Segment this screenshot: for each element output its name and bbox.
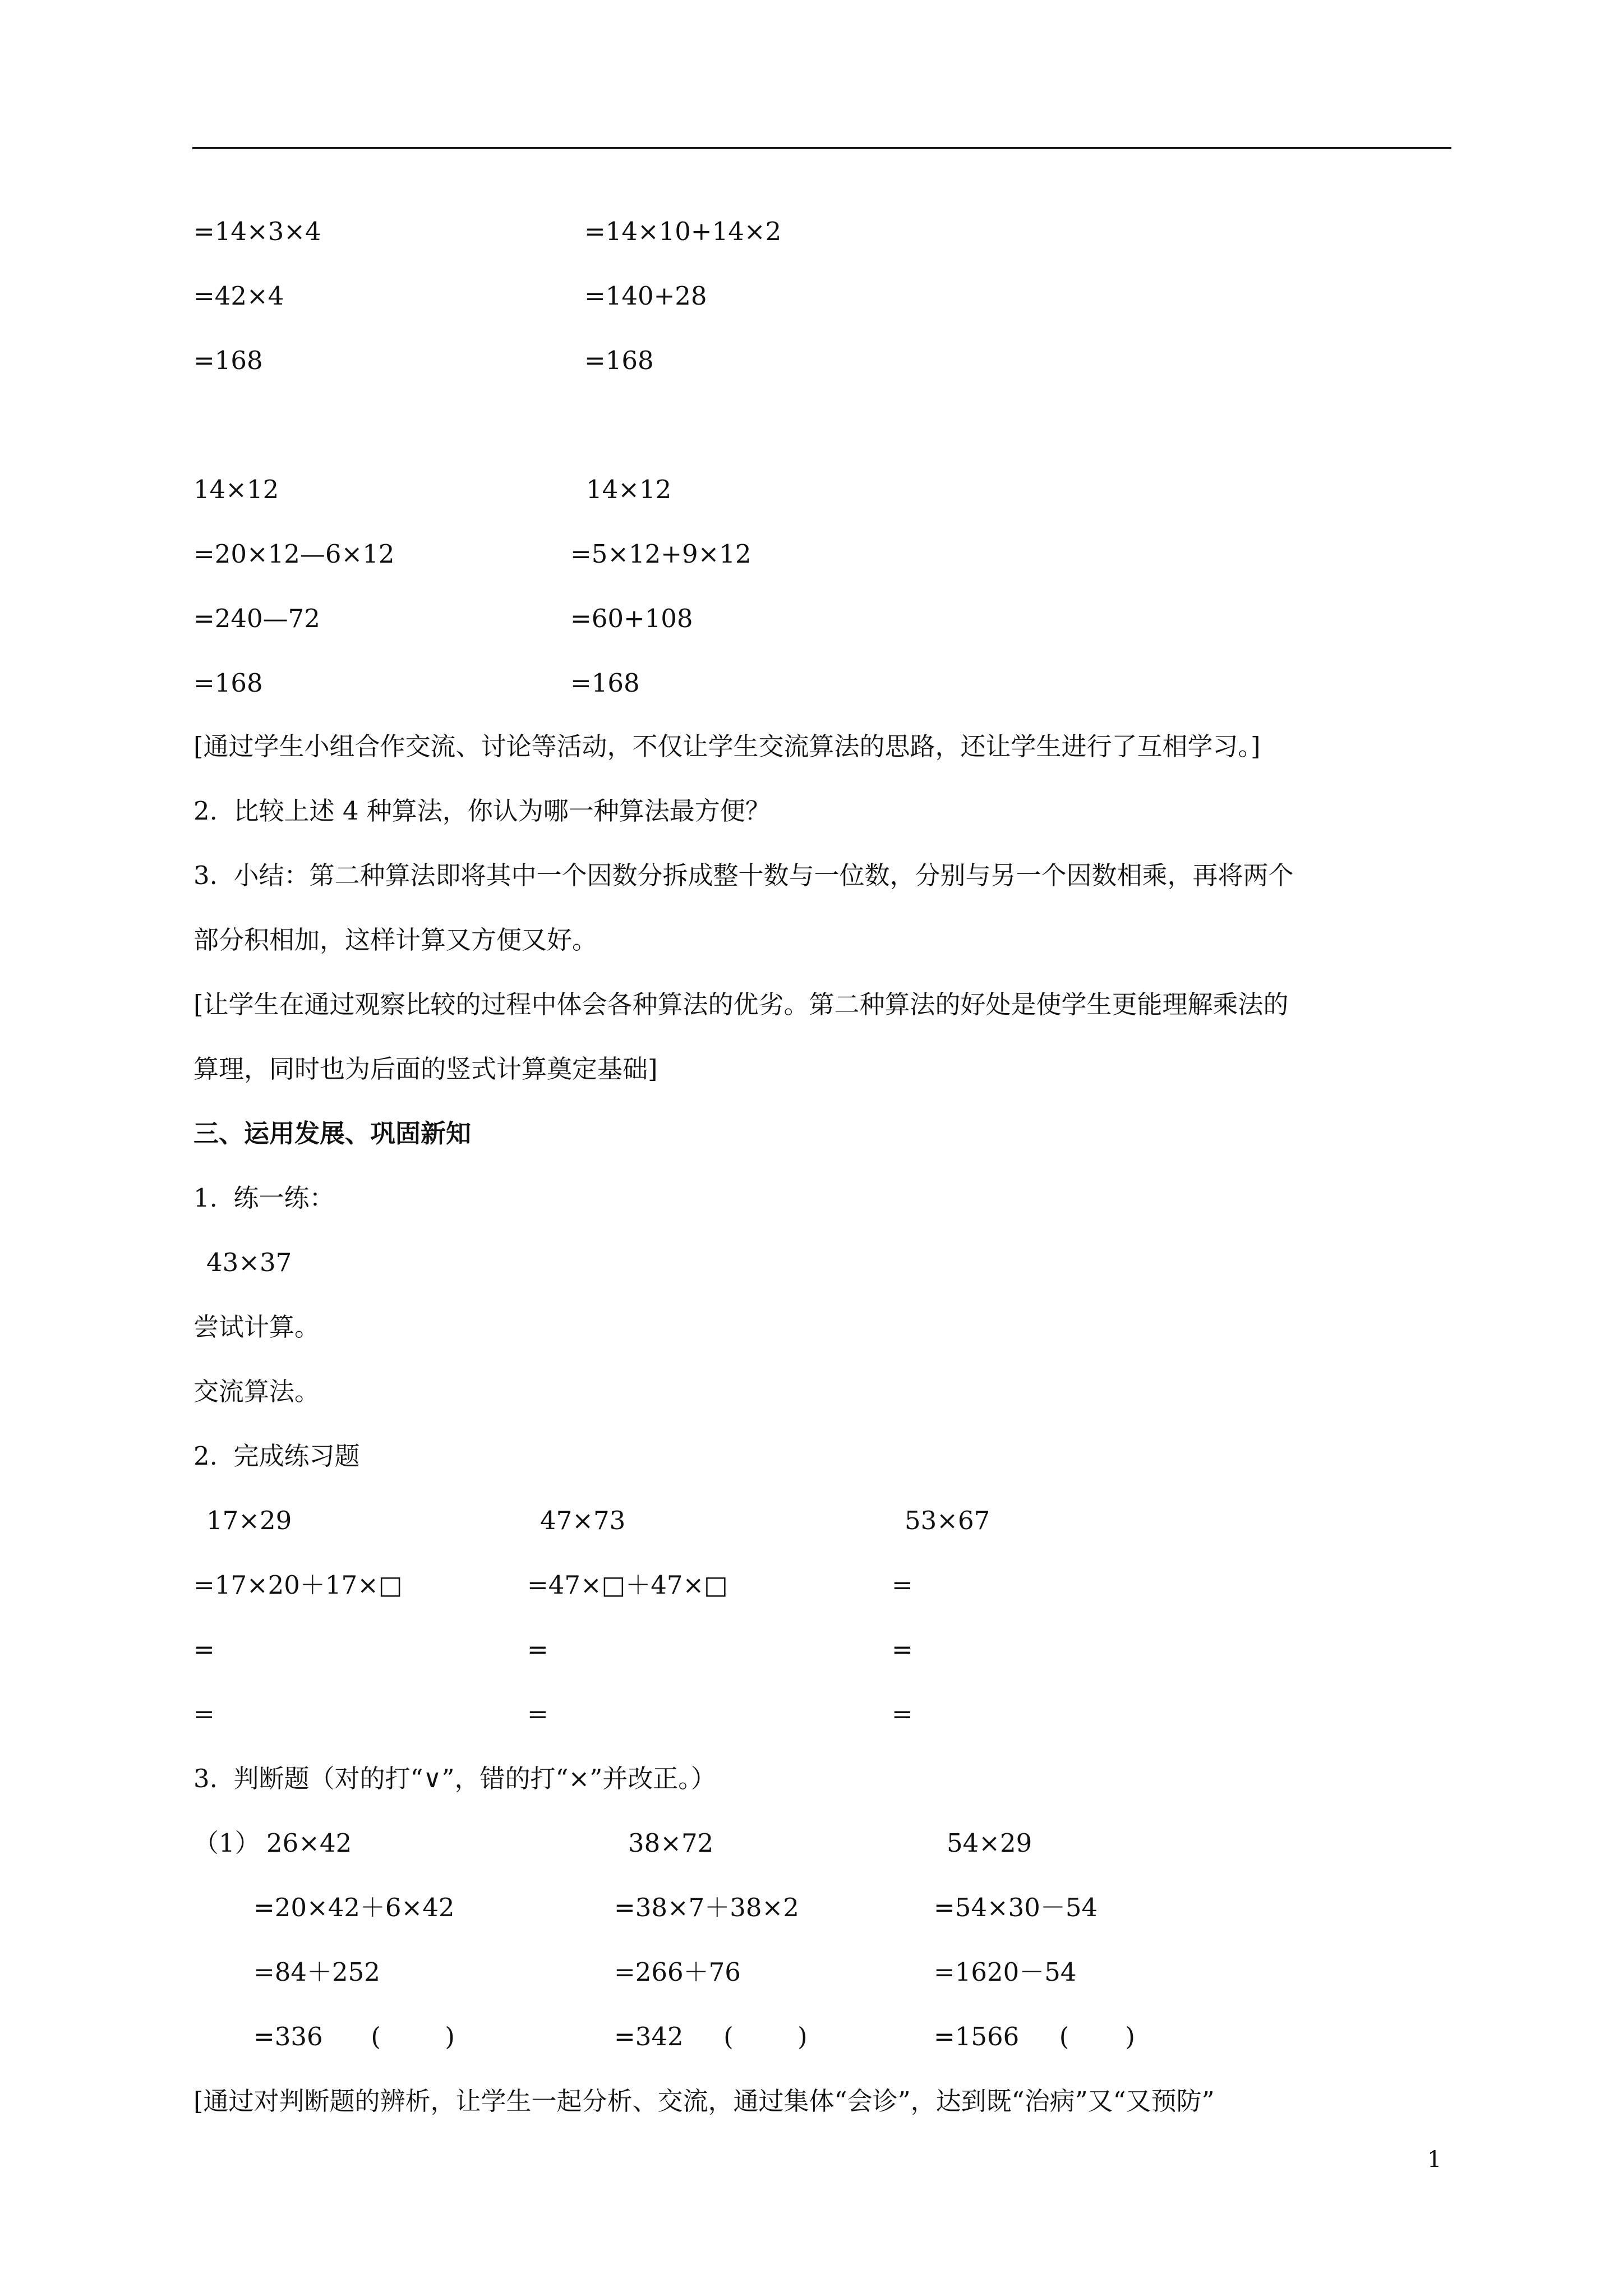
note-compare-line2: 算理，同时也为后面的竖式计算奠定基础] <box>193 1054 658 1084</box>
judge-col3-line1: 54×29 <box>947 1828 1032 1858</box>
header-rule <box>192 147 1451 149</box>
note-compare-line1: [让学生在通过观察比较的过程中体会各种算法的优劣。第二种算法的好处是使学生更能理解乘法的 <box>193 990 1289 1019</box>
judge-col2-line2: =38×7＋38×2 <box>614 1893 799 1922</box>
calc-b-col2-line1: 14×12 <box>586 475 672 504</box>
item-summary-line2: 部分积相加，这样计算又方便又好。 <box>193 925 598 955</box>
judge-col1-line1: 26×42 <box>266 1828 352 1858</box>
try-calculate: 尝试计算。 <box>193 1312 320 1342</box>
calc-a-col2-line2: =140+28 <box>584 281 707 311</box>
exercise-col2-line4: = <box>527 1699 548 1729</box>
calc-a-col1-line3: =168 <box>193 346 263 375</box>
practice-expression: 43×37 <box>206 1248 292 1277</box>
calc-b-col1-line1: 14×12 <box>193 475 279 504</box>
final-note: [通过对判断题的辨析，让学生一起分析、交流，通过集体“会诊”，达到既“治病”又“又预防” <box>193 2086 1215 2116</box>
exercise-col1-line1: 17×29 <box>206 1506 292 1535</box>
exercise-title: 2. 完成练习题 <box>193 1441 360 1471</box>
judge-col2-line1: 38×72 <box>628 1828 714 1858</box>
item-compare-methods: 2. 比较上述 4 种算法，你认为哪一种算法最方便？ <box>193 796 771 826</box>
note-group-discussion: [通过学生小组合作交流、讨论等活动，不仅让学生交流算法的思路，还让学生进行了互相学习。] <box>193 731 1261 761</box>
calc-b-col2-line2: =5×12+9×12 <box>570 539 751 569</box>
calc-a-col1-line2: =42×4 <box>193 281 284 311</box>
judge-col2-line4: =342 ( ) <box>614 2022 808 2051</box>
item-summary-line1: 3. 小结：第二种算法即将其中一个因数分拆成整十数与一位数，分别与另一个因数相乘，再将两个 <box>193 861 1294 890</box>
calc-a-col2-line1: =14×10+14×2 <box>584 217 782 246</box>
exercise-col1-line2: =17×20＋17×□ <box>193 1570 403 1600</box>
judge-title: 3. 判断题（对的打“∨”，错的打“×”并改正。） <box>193 1764 716 1793</box>
calc-a-col2-line3: =168 <box>584 346 654 375</box>
calc-b-col1-line2: =20×12—6×12 <box>193 539 395 569</box>
judge-col1-line3: =84＋252 <box>253 1957 380 1987</box>
judge-label: （1） <box>193 1828 260 1858</box>
exercise-col1-line3: = <box>193 1635 215 1664</box>
exercise-col3-line4: = <box>892 1699 913 1729</box>
exercise-col3-line3: = <box>892 1635 913 1664</box>
calc-b-col2-line4: =168 <box>570 668 640 698</box>
judge-col1-line2: =20×42＋6×42 <box>253 1893 455 1922</box>
section-heading: 三、运用发展、巩固新知 <box>193 1119 472 1148</box>
judge-col1-line4: =336 ( ) <box>253 2022 455 2051</box>
judge-col3-line4: =1566 ( ) <box>934 2022 1135 2051</box>
judge-col2-line3: =266＋76 <box>614 1957 741 1987</box>
exercise-col3-line1: 53×67 <box>905 1506 990 1535</box>
calc-b-col1-line3: =240—72 <box>193 604 320 633</box>
page-number: 1 <box>1427 2147 1442 2173</box>
calc-b-col2-line3: =60+108 <box>570 604 693 633</box>
calc-a-col1-line1: =14×3×4 <box>193 217 321 246</box>
exercise-col2-line1: 47×73 <box>540 1506 626 1535</box>
judge-col3-line2: =54×30－54 <box>934 1893 1098 1922</box>
exercise-col1-line4: = <box>193 1699 215 1729</box>
exercise-col2-line3: = <box>527 1635 548 1664</box>
judge-col3-line3: =1620－54 <box>934 1957 1077 1987</box>
calc-b-col1-line4: =168 <box>193 668 263 698</box>
practice-title: 1. 练一练： <box>193 1183 335 1213</box>
exercise-col3-line2: = <box>892 1570 913 1600</box>
share-methods: 交流算法。 <box>193 1377 320 1406</box>
exercise-col2-line2: =47×□＋47×□ <box>527 1570 728 1600</box>
